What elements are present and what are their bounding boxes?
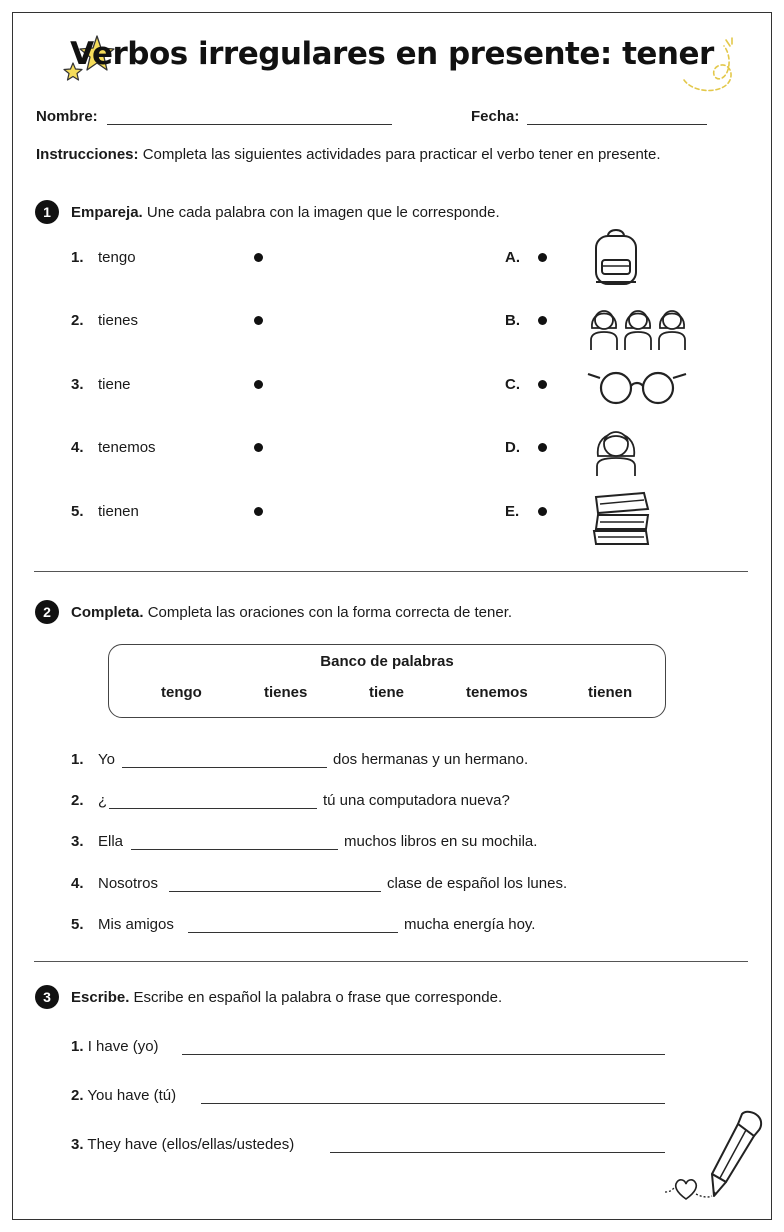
answer-blank[interactable] [131,849,338,850]
sentence-before: Ella [98,833,124,850]
item-number: 2. [71,1087,84,1104]
divider-2 [34,961,748,962]
item-number: 3. [71,833,84,850]
item-number: 2. [71,792,84,809]
option-letter: A. [505,249,520,266]
glasses-icon [586,368,688,406]
write-answer-line[interactable] [201,1103,665,1104]
match-dot-left[interactable] [254,380,263,389]
match-dot-left[interactable] [254,507,263,516]
three-girls-icon [588,298,688,352]
write-answer-line[interactable] [182,1054,665,1055]
sentence-after: dos hermanas y un hermano. [333,751,529,768]
section-2-instructions: Completa las oraciones con la forma correcta de tener. [147,604,513,621]
section-3-heading: Escribe. [71,989,130,1006]
books-stack-icon [590,491,652,547]
sentence-before: Yo [98,751,115,768]
section-1-heading: Empareja. [71,204,143,221]
item-number: 5. [71,503,84,520]
bank-word: tienes [264,684,308,701]
match-word: tengo [98,249,136,266]
write-item [71,1038,159,1055]
item-number: 3. [71,1136,84,1153]
match-word: tienes [98,312,139,329]
sentence-row [71,916,84,933]
write-answer-line[interactable] [330,1152,665,1153]
bank-word: tienen [588,684,633,701]
sentence-row [71,792,84,809]
section-3-instructions: Escribe en español la palabra o frase que corresponde. [133,989,503,1006]
section-3-title [71,989,502,1006]
match-dot-right[interactable] [538,316,547,325]
option-letter: B. [505,312,520,329]
section-1-instructions: Une cada palabra con la imagen que le corresponde. [146,204,500,221]
item-number: 1. [71,249,84,266]
match-word: tiene [98,376,131,393]
sentence-after: muchos libros en su mochila. [344,833,538,850]
sentence-row [71,833,84,850]
name-field[interactable] [107,124,392,125]
sentence-before: ¿ [98,792,108,809]
match-dot-right[interactable] [538,380,547,389]
sentence-row [71,751,84,768]
sentence-after: mucha energía hoy. [404,916,536,933]
write-item [71,1087,176,1104]
sentence-row [71,875,84,892]
section-1-badge: 1 [35,200,59,224]
match-dot-left[interactable] [254,443,263,452]
item-number: 4. [71,439,84,456]
heart-icon [664,1172,714,1202]
name-label: Nombre: [36,108,98,125]
answer-blank[interactable] [188,932,398,933]
bank-word: tenemos [466,684,528,701]
bank-word: tiene [369,684,405,701]
word-bank-title: Banco de palabras [320,653,454,670]
page-title: Verbos irregulares en presente: tener [70,36,714,72]
girl-icon [594,420,638,478]
match-word: tenemos [98,439,156,456]
option-letter: D. [505,439,520,456]
option-letter: C. [505,376,520,393]
match-dot-right[interactable] [538,443,547,452]
answer-blank[interactable] [122,767,327,768]
sentence-after: clase de español los lunes. [387,875,568,892]
match-dot-right[interactable] [538,253,547,262]
item-number: 1. [71,751,84,768]
divider-1 [34,571,748,572]
write-prompt: I have (yo) [87,1038,159,1055]
write-prompt: They have (ellos/ellas/ustedes) [87,1136,295,1153]
sentence-after: tú una computadora nueva? [323,792,510,809]
match-dot-left[interactable] [254,253,263,262]
answer-blank[interactable] [169,891,381,892]
date-label: Fecha: [471,108,520,125]
instructions-text: Completa las siguientes actividades para practicar el verbo tener en presente. [142,146,661,163]
date-field[interactable] [527,124,707,125]
section-2-title [71,604,512,621]
option-letter: E. [505,503,520,520]
match-word: tienen [98,503,139,520]
match-dot-left[interactable] [254,316,263,325]
answer-blank[interactable] [109,808,317,809]
sentence-before: Mis amigos [98,916,174,933]
write-prompt: You have (tú) [87,1087,177,1104]
match-dot-right[interactable] [538,507,547,516]
section-1-title [71,204,500,221]
backpack-icon [592,226,640,288]
word-bank [108,644,666,718]
section-3-badge: 3 [35,985,59,1009]
item-number: 1. [71,1038,84,1055]
swirl-icon [680,36,736,94]
item-number: 5. [71,916,84,933]
bank-word: tengo [161,684,202,701]
item-number: 4. [71,875,84,892]
instructions [36,146,661,163]
write-item [71,1136,294,1153]
section-2-badge: 2 [35,600,59,624]
item-number: 3. [71,376,84,393]
sentence-before: Nosotros [98,875,159,892]
item-number: 2. [71,312,84,329]
instructions-label: Instrucciones: [36,146,139,163]
section-2-heading: Completa. [71,604,144,621]
